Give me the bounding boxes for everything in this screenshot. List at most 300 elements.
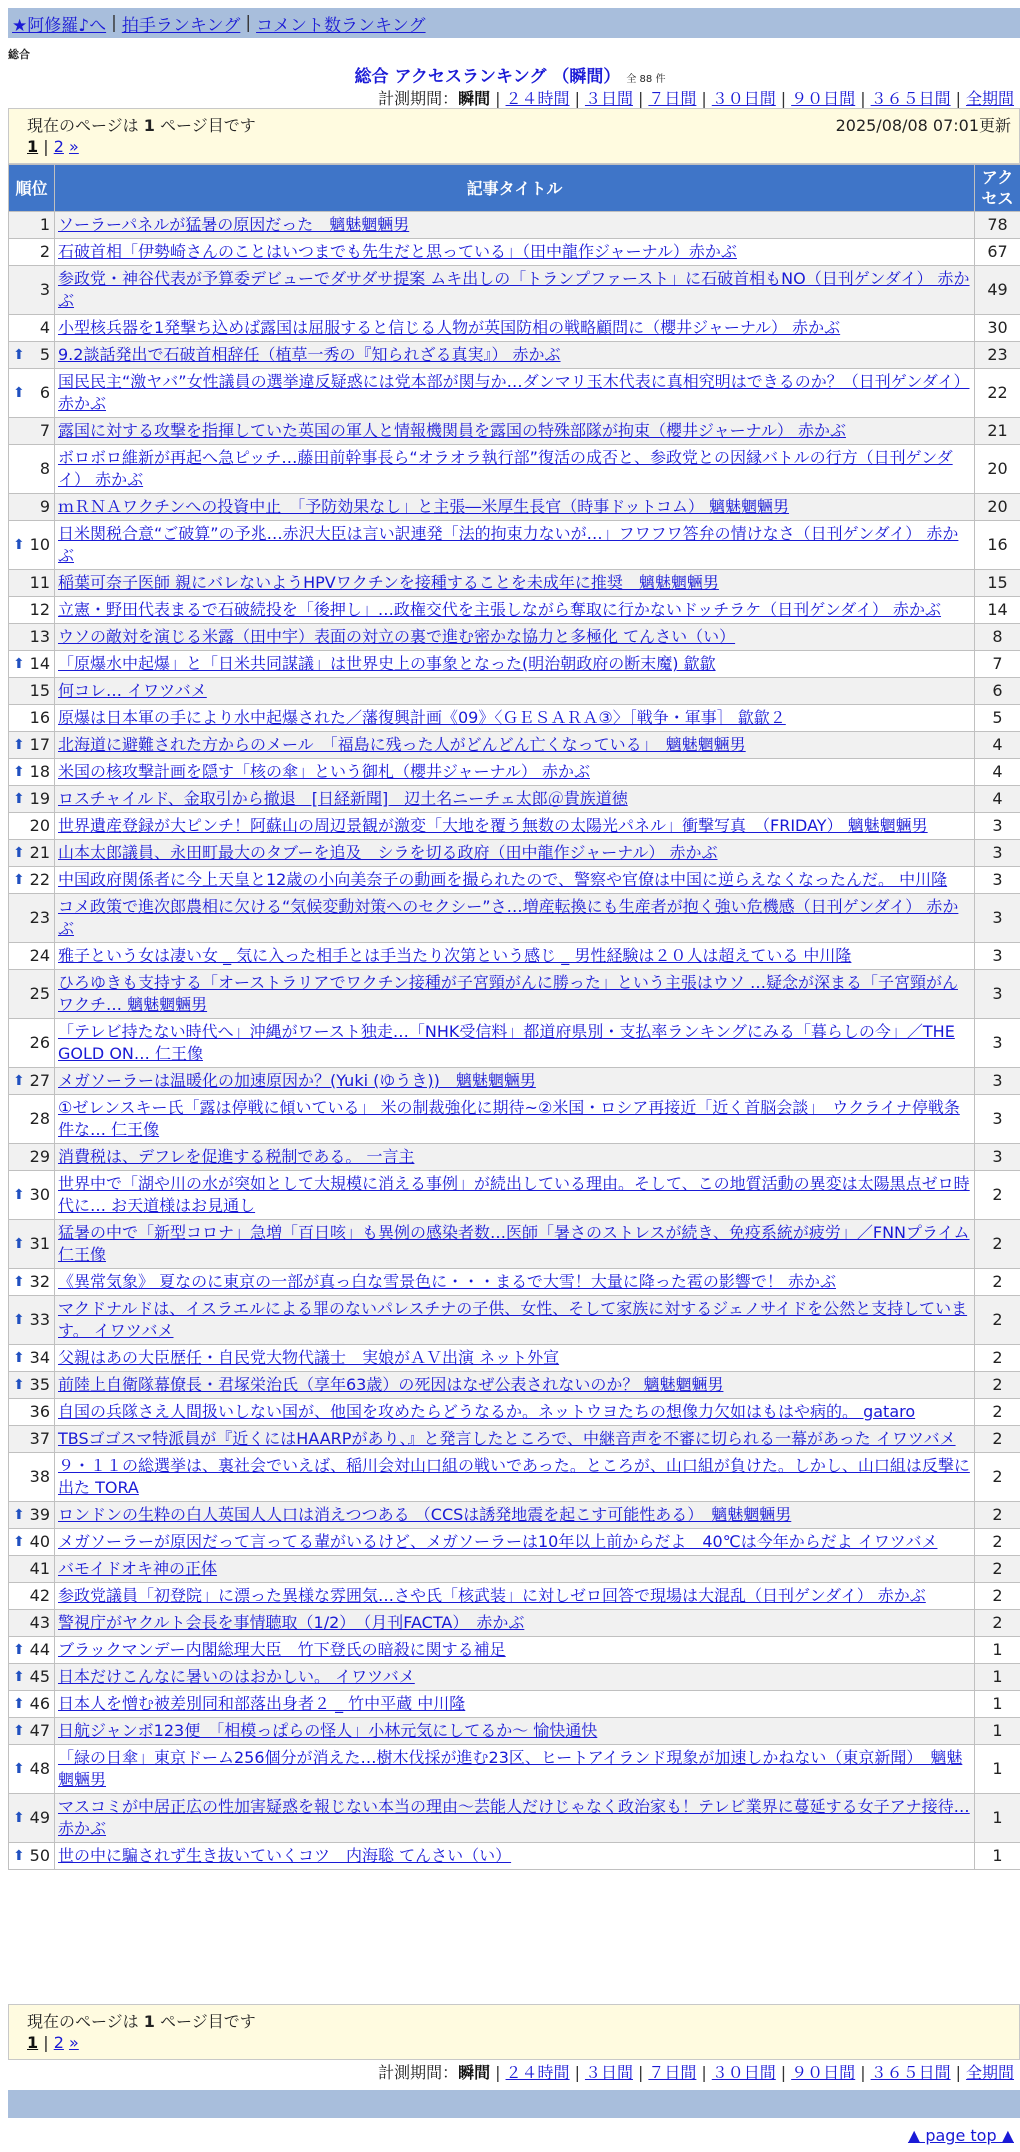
period-separator: | <box>637 89 644 108</box>
article-link[interactable]: 北海道に避難された方からのメール 「福島に残った人がどんどん亡くなっている」 魑魅魍魎男 <box>58 735 746 754</box>
rank-number: 35 <box>29 1375 50 1394</box>
up-arrow-icon: ⬆ <box>13 1312 25 1328</box>
rank-number: 10 <box>29 535 50 554</box>
page-info <box>27 2009 256 2032</box>
article-link[interactable]: 「テレビ持たない時代へ」沖縄がワースト独走…「NHK受信料」都道府県別・支払率ランキングにみる「暮らしの今」／THE GOLD ON… 仁王像 <box>58 1022 955 1063</box>
rank-number: 31 <box>29 1234 50 1253</box>
rank-cell <box>9 624 55 651</box>
period-separator: | <box>701 89 707 108</box>
rank-cell <box>9 1019 55 1068</box>
article-link[interactable]: TBSゴゴスマ特派員が『近くにはHAARPがあり、』と発言したところで、中継音声を不審に切られる一幕があった イワツバメ <box>58 1429 956 1448</box>
article-link[interactable]: バモイドオキ神の正体 <box>58 1559 218 1578</box>
article-link[interactable]: ソーラーパネルが猛暑の原因だった 魑魅魍魎男 <box>58 215 410 234</box>
title-cell <box>55 342 975 369</box>
rank-cell <box>9 369 55 418</box>
title-cell <box>55 1426 975 1453</box>
table-row <box>9 1691 1020 1718</box>
up-arrow-icon: ⬆ <box>13 1507 25 1523</box>
category-label: 総合 <box>8 48 30 61</box>
article-link[interactable]: メガソーラーが原因だって言ってる輩がいるけど、メガソーラーは10年以上前からだよ 40℃は今年からだよ イワツバメ <box>58 1532 938 1551</box>
access-count: 2 <box>975 1426 1020 1453</box>
access-count: 3 <box>975 1144 1020 1171</box>
rank-number: 14 <box>29 654 50 673</box>
table-row <box>9 1556 1020 1583</box>
table-row <box>9 1345 1020 1372</box>
article-link[interactable]: 雅子という女は凄い女 _ 気に入った相手とは手当たり次第という感じ _ 男性経験は２０人は超えている 中川隆 <box>58 946 852 965</box>
applause-ranking-link[interactable]: 拍手ランキング <box>121 15 241 36</box>
article-link[interactable]: 日本だけこんなに暑いのはおかしい。 イワツバメ <box>58 1667 415 1686</box>
access-count: 20 <box>975 494 1020 521</box>
access-count: 3 <box>975 813 1020 840</box>
rank-number: 39 <box>29 1505 50 1524</box>
table-row <box>9 970 1020 1019</box>
article-link[interactable]: 警視庁がヤクルト会長を事情聴取（1/2） （月刊FACTA） 赤かぶ <box>58 1613 525 1632</box>
rank-number: 34 <box>29 1348 50 1367</box>
article-link[interactable]: 原爆は日本軍の手により水中起爆された／藩復興計画《09》〈ＧＥＳＡＲＡ③〉［戦争・軍事］ 歙歙２ <box>58 708 786 727</box>
next-page-link[interactable]: » <box>69 2033 79 2052</box>
rank-number: 47 <box>29 1721 50 1740</box>
period-link[interactable]: ７日間 <box>648 89 697 108</box>
rank-cell <box>9 1794 55 1843</box>
rank-cell <box>9 1144 55 1171</box>
access-header: アクセス <box>975 165 1020 212</box>
access-count: 49 <box>975 266 1020 315</box>
article-link[interactable]: ９・１１の総選挙は、裏社会でいえば、稲川会対山口組の戦いであった。ところが、山口組が負けた。しかし、山口組は反撃に出た TORA <box>58 1456 970 1497</box>
rank-cell <box>9 759 55 786</box>
rank-number: 43 <box>29 1613 50 1632</box>
up-arrow-icon: ⬆ <box>13 791 25 807</box>
page-info-prefix: 現在のページは <box>27 2012 139 2031</box>
period-label: 計測期間： <box>378 89 459 108</box>
title-cell <box>55 813 975 840</box>
rank-number: 19 <box>29 789 50 808</box>
article-link[interactable]: 《異常気象》 夏なのに東京の一部が真っ白な雪景色に・・・まるで大雪！大量に降った雹の影響で！ 赤かぶ <box>58 1272 837 1291</box>
title-cell <box>55 1745 975 1794</box>
article-link[interactable]: 消費税は、デフレを促進する税制である。 一言主 <box>58 1147 415 1166</box>
updated-timestamp: 2025/08/08 07:01更新 <box>835 116 1011 135</box>
up-arrow-icon: ⬆ <box>13 1810 25 1826</box>
table-row <box>9 1220 1020 1269</box>
table-row <box>9 1095 1020 1144</box>
rank-cell <box>9 1843 55 1870</box>
title-cell <box>55 570 975 597</box>
page-info-suffix: ページ目です <box>160 116 256 135</box>
access-count: 3 <box>975 1068 1020 1095</box>
article-link[interactable]: ブラックマンデー内閣総理大臣 竹下登氏の暗殺に関する補足 <box>58 1640 506 1659</box>
table-row <box>9 521 1020 570</box>
top-nav <box>8 8 1020 38</box>
rank-number: 20 <box>29 816 50 835</box>
table-row <box>9 1372 1020 1399</box>
rank-number: 9 <box>39 497 50 516</box>
rank-number: 13 <box>29 627 50 646</box>
article-link[interactable]: 9.2談話発出で石破首相辞任（植草一秀の『知られざる真実』） 赤かぶ <box>58 345 561 364</box>
rank-cell <box>9 1556 55 1583</box>
article-link[interactable]: 何コレ… イワツバメ <box>58 681 207 700</box>
table-row <box>9 1843 1020 1870</box>
rank-number: 11 <box>29 573 50 592</box>
period-separator: | <box>955 2063 961 2082</box>
access-count: 2 <box>975 1296 1020 1345</box>
table-row <box>9 1583 1020 1610</box>
up-arrow-icon: ⬆ <box>13 1669 25 1685</box>
table-row <box>9 315 1020 342</box>
total-count: 全 88 件 <box>626 74 666 85</box>
period-separator: | <box>701 2063 707 2082</box>
article-link[interactable]: 父親はあの大臣歴任・自民党大物代議士 実娘がＡＶ出演 ネット外宣 <box>58 1348 560 1367</box>
rank-cell <box>9 813 55 840</box>
article-link[interactable]: 石破首相「伊勢崎さんのことはいつまでも先生だと思っている」（田中龍作ジャーナル）赤かぶ <box>58 242 737 261</box>
rank-cell <box>9 1453 55 1502</box>
title-cell <box>55 840 975 867</box>
rank-cell <box>9 1095 55 1144</box>
table-row <box>9 1745 1020 1794</box>
title-cell <box>55 1269 975 1296</box>
title-cell <box>55 759 975 786</box>
access-count: 2 <box>975 1502 1020 1529</box>
page-link-1[interactable]: 1 <box>27 2033 39 2052</box>
paging-box-bottom <box>8 2004 1020 2060</box>
access-count: 4 <box>975 759 1020 786</box>
up-arrow-icon: ⬆ <box>13 656 25 672</box>
rank-cell <box>9 1399 55 1426</box>
rank-number: 12 <box>29 600 50 619</box>
up-arrow-icon: ⬆ <box>13 385 25 401</box>
rank-cell <box>9 597 55 624</box>
article-link[interactable]: マクドナルドは、イスラエルによる罪のないパレスチナの子供、女性、そして家族に対するジェノサイドを公然と支持しています。 イワツバメ <box>58 1299 968 1340</box>
rank-cell <box>9 786 55 813</box>
title-cell <box>55 894 975 943</box>
rank-cell <box>9 1296 55 1345</box>
table-row <box>9 705 1020 732</box>
rank-number: 38 <box>29 1467 50 1486</box>
rank-cell <box>9 651 55 678</box>
period-link[interactable]: ３日間 <box>584 2063 633 2082</box>
article-link[interactable]: ①ゼレンスキー氏「露は停戦に傾いている」 米の制裁強化に期待~②米国・ロシア再接近「近く首脳会談」 ウクライナ停戦条件な… 仁王像 <box>58 1098 960 1139</box>
period-label: 計測期間： <box>378 2063 459 2082</box>
pager <box>27 2033 79 2052</box>
page-link-1[interactable]: 1 <box>27 137 39 156</box>
period-separator: | <box>860 2063 866 2082</box>
period-link[interactable]: ３日間 <box>584 89 633 108</box>
up-arrow-icon: ⬆ <box>13 1377 25 1393</box>
rank-number: 27 <box>29 1071 50 1090</box>
rank-cell <box>9 678 55 705</box>
rank-cell <box>9 494 55 521</box>
title-cell <box>55 943 975 970</box>
article-link[interactable]: 参政党議員「初登院」に漂った異様な雰囲気…さや氏「核武装」に対しゼロ回答で現場は大混乱（日刊ゲンダイ） 赤かぶ <box>58 1586 926 1605</box>
title-cell <box>55 1399 975 1426</box>
title-cell <box>55 1068 975 1095</box>
nav-separator: | <box>111 13 117 33</box>
access-count: 2 <box>975 1345 1020 1372</box>
period-link[interactable]: 全期間 <box>965 89 1014 108</box>
access-count: 6 <box>975 678 1020 705</box>
article-link[interactable]: ロンドンの生粋の白人英国人人口は消えつつある （CCSは誘発地震を起こす可能性ある） 魑魅魍魎男 <box>58 1505 792 1524</box>
rank-cell <box>9 1345 55 1372</box>
rank-number: 36 <box>29 1402 50 1421</box>
table-row <box>9 1664 1020 1691</box>
page-top-link[interactable]: ▲ page top ▲ <box>907 2126 1014 2145</box>
up-arrow-icon: ⬆ <box>13 845 25 861</box>
period-selector-top <box>378 86 1014 109</box>
rank-cell <box>9 1637 55 1664</box>
access-count: 1 <box>975 1718 1020 1745</box>
article-link[interactable]: ひろゆきも支持する「オーストラリアでワクチン接種が子宮頸がんに勝った」という主張はウソ …疑念が深まる「子宮頸がんワクチ… 魑魅魍魎男 <box>58 973 958 1014</box>
article-link[interactable]: 猛暑の中で「新型コロナ」急増「百日咳」も異例の感染者数…医師「暑さのストレスが続き、免疫系統が疲労」／FNNプライム 仁王像 <box>58 1223 970 1264</box>
ranking-body <box>9 212 1020 1870</box>
access-count: 4 <box>975 786 1020 813</box>
title-cell <box>55 1691 975 1718</box>
table-row <box>9 943 1020 970</box>
article-link[interactable]: 国民民主“激ヤバ”女性議員の選挙違反疑惑には党本部が関与か…ダンマリ玉木代表に真相究明はできるのか？（日刊ゲンダイ） 赤かぶ <box>58 372 970 413</box>
page-link-2[interactable]: 2 <box>53 137 64 156</box>
article-link[interactable]: ロスチャイルド、金取引から撤退 [日経新聞] 辺土名ニーチェ太郎＠貴族道徳 <box>58 789 628 808</box>
period-link[interactable]: ９０日間 <box>791 2063 856 2082</box>
up-arrow-icon: ⬆ <box>13 1696 25 1712</box>
access-count: 23 <box>975 342 1020 369</box>
period-selector-bottom <box>378 2060 1014 2083</box>
title-cell <box>55 732 975 759</box>
table-row <box>9 445 1020 494</box>
access-count: 1 <box>975 1843 1020 1870</box>
access-count: 2 <box>975 1453 1020 1502</box>
access-count: 21 <box>975 418 1020 445</box>
table-row <box>9 570 1020 597</box>
article-link[interactable]: ウソの敵対を演じる米露（田中宇）表面の対立の裏で進む密かな協力と多極化 てんさい（い） <box>58 627 736 646</box>
title-cell <box>55 624 975 651</box>
period-link[interactable]: ３０日間 <box>711 2063 776 2082</box>
title-cell <box>55 239 975 266</box>
rank-number: 22 <box>29 870 50 889</box>
article-link[interactable]: 山本太郎議員、永田町最大のタブーを追及 シラを切る政府（田中龍作ジャーナル） 赤かぶ <box>58 843 718 862</box>
article-link[interactable]: 世界中で「湖や川の水が突如として大規模に消える事例」が続出している理由。そして、この地質活動の異変は太陽黒点ゼロ時代に… お天道様はお見通し <box>58 1174 970 1215</box>
rank-number: 1 <box>39 215 50 234</box>
up-arrow-icon: ⬆ <box>13 1848 25 1864</box>
access-count: 1 <box>975 1745 1020 1794</box>
rank-cell <box>9 418 55 445</box>
article-link[interactable]: 小型核兵器を1発撃ち込めば露国は屈服すると信じる人物が英国防相の戦略顧問に（櫻井ジャーナル） 赤かぶ <box>58 318 841 337</box>
rank-number: 17 <box>29 735 50 754</box>
title-cell <box>55 1019 975 1068</box>
rank-cell <box>9 239 55 266</box>
access-count: 2 <box>975 1372 1020 1399</box>
article-link[interactable]: 世界遺産登録が大ピンチ！阿蘇山の周辺景観が激変「大地を覆う無数の太陽光パネル」衝撃写真 （FRIDAY） 魑魅魍魎男 <box>58 816 928 835</box>
table-row <box>9 1144 1020 1171</box>
table-row <box>9 418 1020 445</box>
rank-number: 30 <box>29 1185 50 1204</box>
title-cell <box>55 651 975 678</box>
rank-cell <box>9 840 55 867</box>
title-cell <box>55 1144 975 1171</box>
home-link[interactable]: ★阿修羅♪へ <box>12 15 107 36</box>
article-link[interactable]: ボロボロ維新が再起へ急ピッチ…藤田前幹事長ら“オラオラ執行部”復活の成否と、参政党との因縁バトルの行方（日刊ゲンダイ） 赤かぶ <box>58 448 953 489</box>
period-link[interactable]: ３０日間 <box>711 89 776 108</box>
rank-cell <box>9 1426 55 1453</box>
article-link[interactable]: 日本人を憎む被差別同和部落出身者２ _ 竹中平蔵 中川隆 <box>58 1694 466 1713</box>
access-count: 2 <box>975 1556 1020 1583</box>
page-info <box>27 113 256 136</box>
access-count: 3 <box>975 867 1020 894</box>
rank-number: 6 <box>39 383 50 402</box>
article-link[interactable]: 中国政府関係者に今上天皇と12歳の小向美奈子の動画を撮られたので、警察や官僚は中国に逆らえなくなったんだ。 中川隆 <box>58 870 948 889</box>
article-link[interactable]: ｍＲＮＡワクチンへの投資中止 「予防効果なし」と主張―米厚生長官（時事ドットコム） 魑魅魍魎男 <box>58 497 790 516</box>
rank-number: 33 <box>29 1310 50 1329</box>
article-link[interactable]: マスコミが中居正広の性加害疑惑を報じない本当の理由～芸能人だけじゃなく政治家も！テレビ業界に蔓延する女子アナ接待… 赤かぶ <box>58 1797 970 1838</box>
rank-number: 46 <box>29 1694 50 1713</box>
rank-number: 7 <box>39 421 50 440</box>
up-arrow-icon: ⬆ <box>13 347 25 363</box>
article-link[interactable]: 前陸上自衛隊幕僚長・君塚栄治氏（享年63歳）の死因はなぜ公表されないのか？ 魑魅魍魎男 <box>58 1375 724 1394</box>
title-cell <box>55 1610 975 1637</box>
rank-number: 45 <box>29 1667 50 1686</box>
article-link[interactable]: 日米関税合意“ご破算”の予兆…赤沢大臣は言い訳連発「法的拘束力ないが…」フワフワ答弁の情けなさ（日刊ゲンダイ） 赤かぶ <box>58 524 959 565</box>
up-arrow-icon: ⬆ <box>13 1073 25 1089</box>
rank-number: 28 <box>29 1109 50 1128</box>
pager <box>27 137 79 156</box>
access-count: 3 <box>975 1095 1020 1144</box>
rank-cell <box>9 867 55 894</box>
up-arrow-icon: ⬆ <box>13 1274 25 1290</box>
pager-separator: | <box>43 2033 49 2052</box>
access-count: 3 <box>975 970 1020 1019</box>
page-link-2[interactable]: 2 <box>53 2033 64 2052</box>
table-row <box>9 1529 1020 1556</box>
article-link[interactable]: 露国に対する攻撃を指揮していた英国の軍人と情報機関員を露国の特殊部隊が拘束（櫻井ジャーナル） 赤かぶ <box>58 421 846 440</box>
period-separator: | <box>780 89 787 108</box>
ranking-table <box>8 164 1020 1870</box>
rank-number: 26 <box>29 1033 50 1052</box>
access-count: 5 <box>975 705 1020 732</box>
period-link[interactable]: ３６５日間 <box>870 89 951 108</box>
title-header: 記事タイトル <box>55 165 975 212</box>
rank-cell <box>9 1610 55 1637</box>
access-count: 2 <box>975 1583 1020 1610</box>
rank-cell <box>9 212 55 239</box>
up-arrow-icon: ⬆ <box>13 1761 25 1777</box>
period-separator: | <box>495 89 501 108</box>
up-arrow-icon: ⬆ <box>13 1236 25 1252</box>
rank-cell <box>9 266 55 315</box>
title-cell <box>55 1794 975 1843</box>
article-link[interactable]: 世の中に騙されず生き抜いていくコツ 内海聡 てんさい（い） <box>58 1846 512 1865</box>
up-arrow-icon: ⬆ <box>13 1642 25 1658</box>
title-cell <box>55 494 975 521</box>
table-row <box>9 1296 1020 1345</box>
table-row <box>9 1610 1020 1637</box>
access-count: 3 <box>975 943 1020 970</box>
table-row <box>9 651 1020 678</box>
up-arrow-icon: ⬆ <box>13 537 25 553</box>
page-info-number: 1 <box>143 116 155 135</box>
rank-number: 8 <box>39 459 50 478</box>
title-cell <box>55 1843 975 1870</box>
article-link[interactable]: 稲葉可奈子医師 親にバレないようHPVワクチンを接種することを未成年に推奨 魑魅魍魎男 <box>58 573 719 592</box>
article-link[interactable]: コメ政策で進次郎農相に欠ける“気候変動対策へのセクシー”さ…増産転換にも生産者が抱く強い危機感（日刊ゲンダイ） 赤かぶ <box>58 897 959 938</box>
access-count: 7 <box>975 651 1020 678</box>
table-row <box>9 597 1020 624</box>
access-count: 78 <box>975 212 1020 239</box>
rank-number: 37 <box>29 1429 50 1448</box>
period-link[interactable]: ２４時間 <box>505 2063 570 2082</box>
rank-number: 4 <box>39 318 50 337</box>
table-row <box>9 1718 1020 1745</box>
table-row <box>9 266 1020 315</box>
article-link[interactable]: メガソーラーは温暖化の加速原因か？(Yuki (ゆうき)) 魑魅魍魎男 <box>58 1071 536 1090</box>
title-cell <box>55 369 975 418</box>
rank-cell <box>9 1220 55 1269</box>
article-link[interactable]: 米国の核攻撃計画を隠す「核の傘」という御札（櫻井ジャーナル） 赤かぶ <box>58 762 590 781</box>
comment-ranking-link[interactable]: コメント数ランキング <box>256 15 426 36</box>
title-cell <box>55 1637 975 1664</box>
rank-cell <box>9 1171 55 1220</box>
title-cell <box>55 1583 975 1610</box>
period-link[interactable]: ３６５日間 <box>870 2063 951 2082</box>
article-link[interactable]: 立憲・野田代表まるで石破続投を「後押し」…政権交代を主張しながら奪取に行かないドッチラケ（日刊ゲンダイ） 赤かぶ <box>58 600 942 619</box>
title-cell <box>55 1502 975 1529</box>
access-count: 2 <box>975 1610 1020 1637</box>
table-row <box>9 342 1020 369</box>
rank-number: 42 <box>29 1586 50 1605</box>
pager-separator: | <box>43 137 49 156</box>
access-count: 2 <box>975 1171 1020 1220</box>
table-row <box>9 1399 1020 1426</box>
article-link[interactable]: 日航ジャンボ123便 「相模っぱらの怪人」小林元気にしてるか～ 愉快通快 <box>58 1721 598 1740</box>
period-link[interactable]: ９０日間 <box>791 89 856 108</box>
up-arrow-icon: ⬆ <box>13 737 25 753</box>
period-link[interactable]: ２４時間 <box>505 89 570 108</box>
rank-cell <box>9 1529 55 1556</box>
title-cell <box>55 786 975 813</box>
period-link[interactable]: 全期間 <box>965 2063 1014 2082</box>
table-row <box>9 1637 1020 1664</box>
table-row <box>9 624 1020 651</box>
next-page-link[interactable]: » <box>69 137 79 156</box>
rank-number: 2 <box>39 242 50 261</box>
access-count: 3 <box>975 894 1020 943</box>
table-row <box>9 239 1020 266</box>
page-info-prefix: 現在のページは <box>27 116 139 135</box>
up-arrow-icon: ⬆ <box>13 764 25 780</box>
up-arrow-icon: ⬆ <box>13 1723 25 1739</box>
rank-number: 15 <box>29 681 50 700</box>
article-link[interactable]: 「緑の日傘」東京ドーム256個分が消えた…樹木伐採が進む23区、ヒートアイランド現象が加速しかねない（東京新聞） 魑魅魍魎男 <box>58 1748 963 1789</box>
article-link[interactable]: 自国の兵隊さえ人間扱いしない国が、他国を攻めたらどうなるか。ネットウヨたちの想像力欠如はもはや病的。 gataro <box>58 1402 916 1421</box>
rank-number: 32 <box>29 1272 50 1291</box>
up-arrow-icon: ⬆ <box>13 1187 25 1203</box>
rank-cell <box>9 1664 55 1691</box>
table-row <box>9 1068 1020 1095</box>
title-cell <box>55 1372 975 1399</box>
title-cell <box>55 1556 975 1583</box>
rank-cell <box>9 1502 55 1529</box>
period-link[interactable]: ７日間 <box>648 2063 697 2082</box>
title-cell <box>55 1171 975 1220</box>
rank-cell <box>9 570 55 597</box>
access-count: 16 <box>975 521 1020 570</box>
article-link[interactable]: 参政党・神谷代表が予算委デビューでダサダサ提案 ムキ出しの「トランプファースト」に石破首相もNO（日刊ゲンダイ） 赤かぶ <box>58 269 970 310</box>
table-row <box>9 894 1020 943</box>
access-count: 2 <box>975 1220 1020 1269</box>
title-cell <box>55 266 975 315</box>
rank-number: 44 <box>29 1640 50 1659</box>
access-count: 3 <box>975 840 1020 867</box>
article-link[interactable]: 「原爆水中起爆」と「日米共同謀議」は世界史上の事象となった(明治朝政府の断末魔) 歙歙 <box>58 654 716 673</box>
title-cell <box>55 705 975 732</box>
period-separator: | <box>637 2063 644 2082</box>
title-cell <box>55 1095 975 1144</box>
access-count: 4 <box>975 732 1020 759</box>
